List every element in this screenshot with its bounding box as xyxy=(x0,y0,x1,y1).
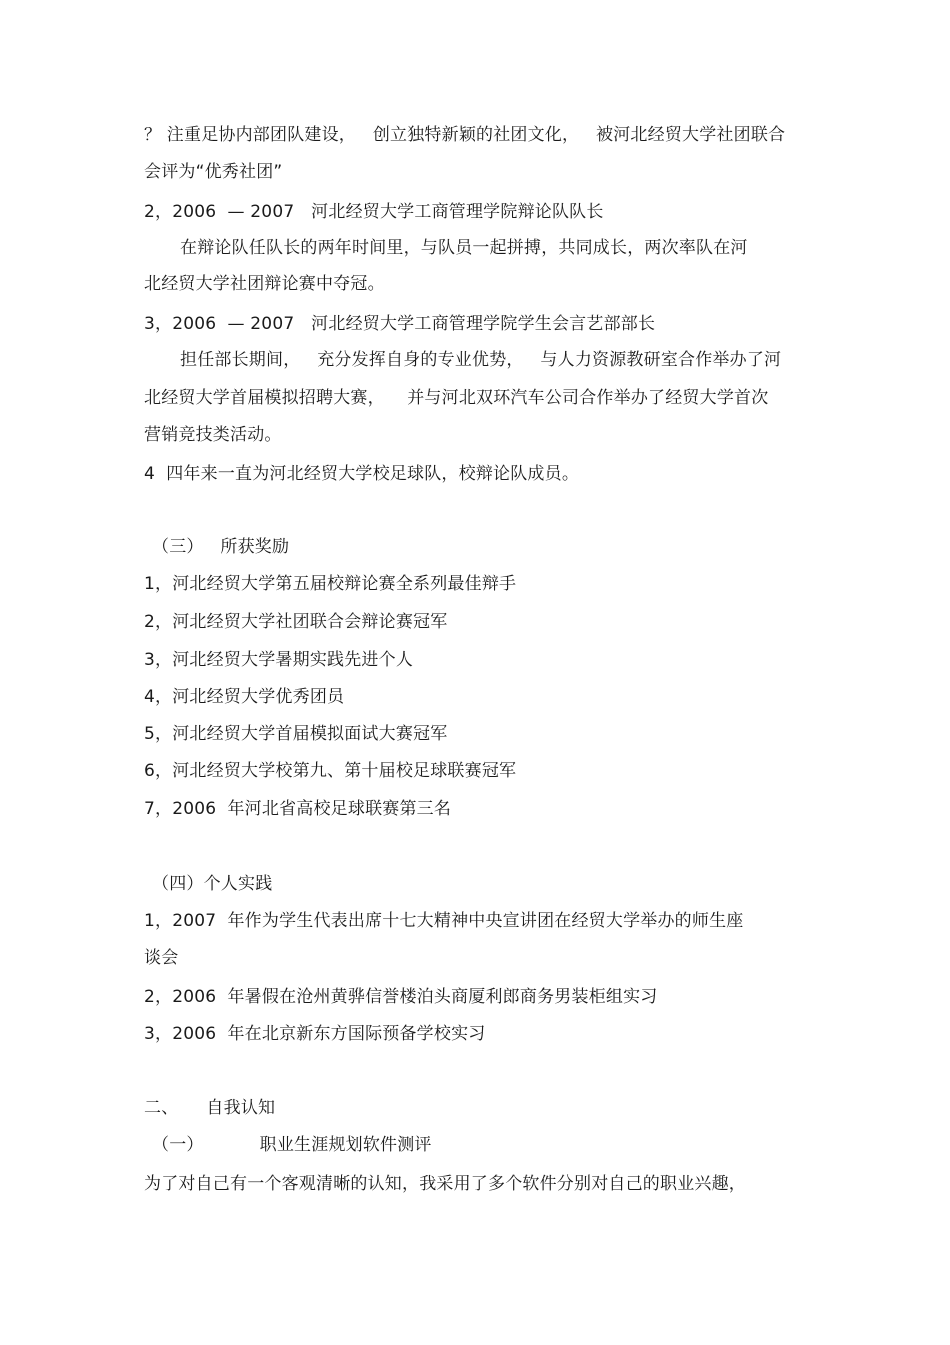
list-item: 4，河北经贸大学优秀团员 xyxy=(144,687,345,707)
list-item: 3，2006 年在北京新东方国际预备学校实习 xyxy=(144,1024,486,1044)
list-item: 6，河北经贸大学校第九、第十届校足球联赛冠军 xyxy=(144,761,517,781)
paragraph-line: 谈会 xyxy=(144,948,179,968)
list-item: 3，2006 — 2007 河北经贸大学工商管理学院学生会言艺部部长 xyxy=(144,314,656,334)
paragraph-line: 会评为“优秀社团” xyxy=(144,162,283,182)
list-item: 2，2006 年暑假在沧州黄骅信誉楼泊头商厦利郎商务男装柜组实习 xyxy=(144,987,658,1007)
list-item: 7，2006 年河北省高校足球联赛第三名 xyxy=(144,799,452,819)
list-item: 2，河北经贸大学社团联合会辩论赛冠军 xyxy=(144,612,448,632)
paragraph-line: 担任部长期间， 充分发挥自身的专业优势， 与人力资源教研室合作举办了河 xyxy=(180,350,782,370)
paragraph-line: 在辩论队任队长的两年时间里，与队员一起拼搏，共同成长，两次率队在河 xyxy=(180,238,748,258)
chapter-heading: 二、 自我认知 xyxy=(144,1098,276,1118)
section-heading: （三） 所获奖励 xyxy=(152,537,290,557)
list-item: 1，2007 年作为学生代表出席十七大精神中央宣讲团在经贸大学举办的师生座 xyxy=(144,911,744,931)
paragraph-line: ？ 注重足协内部团队建设， 创立独特新颖的社团文化， 被河北经贸大学社团联合 xyxy=(144,125,786,145)
section-heading: （一） 职业生涯规划软件测评 xyxy=(152,1135,432,1155)
paragraph-line: 营销竞技类活动。 xyxy=(144,425,282,445)
list-item: 4 四年来一直为河北经贸大学校足球队，校辩论队成员。 xyxy=(144,464,580,484)
list-item: 3，河北经贸大学暑期实践先进个人 xyxy=(144,650,414,670)
section-heading: （四）个人实践 xyxy=(152,874,273,894)
list-item: 1，河北经贸大学第五届校辩论赛全系列最佳辩手 xyxy=(144,574,517,594)
list-item: 5，河北经贸大学首届模拟面试大赛冠军 xyxy=(144,724,448,744)
paragraph-line: 北经贸大学首届模拟招聘大赛， 并与河北双环汽车公司合作举办了经贸大学首次 xyxy=(144,388,769,408)
list-item: 2，2006 — 2007 河北经贸大学工商管理学院辩论队队长 xyxy=(144,202,604,222)
paragraph-line: 北经贸大学社团辩论赛中夺冠。 xyxy=(144,274,385,294)
paragraph-line: 为了对自己有一个客观清晰的认知，我采用了多个软件分别对自己的职业兴趣， xyxy=(144,1174,746,1194)
